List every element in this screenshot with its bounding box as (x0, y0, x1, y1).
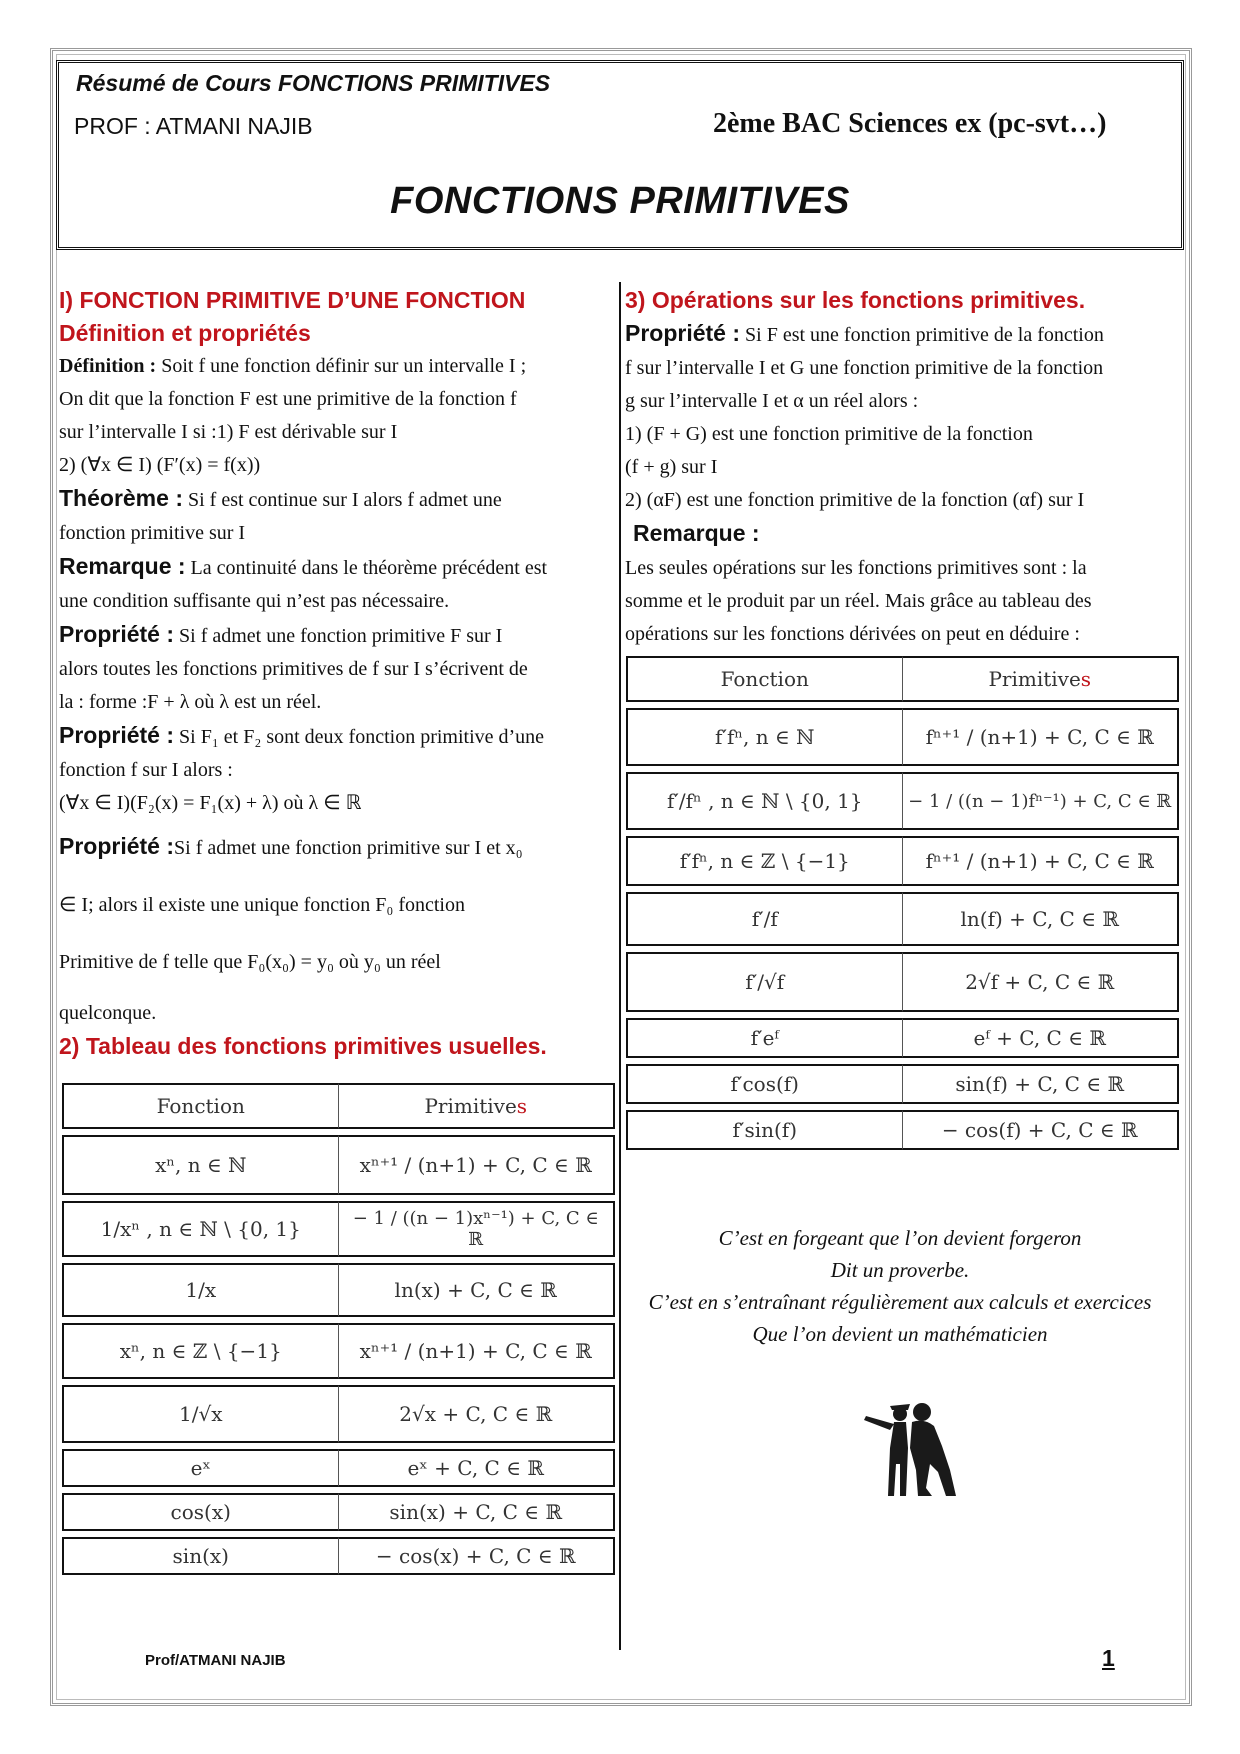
cell-fonction: f′fⁿ, n ∈ ℤ \ {−1} (626, 836, 903, 886)
cell-fonction: f′/√f (626, 952, 903, 1012)
cell-fonction: f′cos(f) (626, 1064, 903, 1104)
property-line: quelconque. (59, 1002, 157, 1024)
cell-fonction: xⁿ, n ∈ ℕ (62, 1135, 339, 1195)
remark-line: Les seules opérations sur les fonctions primitives sont : la (625, 557, 1087, 579)
section-1-subtitle: Définition et propriétés (59, 320, 311, 346)
header-primitive-text: Primitive (988, 667, 1081, 691)
property-1 (59, 618, 617, 719)
prof-name: PROF : ATMANI NAJIB (74, 113, 313, 139)
cell-fonction: cos(x) (62, 1493, 339, 1531)
table-row (62, 1493, 615, 1531)
cell-primitive: ln(x) + C, C ∈ ℝ (339, 1263, 616, 1317)
cell-primitive: eᶠ + C, C ∈ ℝ (903, 1018, 1180, 1058)
theorem-line: fonction primitive sur I (59, 522, 246, 544)
section-2-title: 2) Tableau des fonctions primitives usuelles. (59, 1033, 547, 1059)
definition-line: Soit f une fonction définir sur un intervalle I ; (156, 355, 527, 377)
property-label: Propriété : (625, 320, 741, 346)
table-row (626, 952, 1179, 1012)
footer-author: Prof/ATMANI NAJIB (145, 1652, 286, 1669)
cell-primitive: − cos(f) + C, C ∈ ℝ (903, 1110, 1180, 1150)
cell-fonction: f′sin(f) (626, 1110, 903, 1150)
teacher-child-silhouette-icon (860, 1392, 970, 1502)
left-column (59, 284, 617, 1063)
property-label: Propriété : (59, 621, 175, 647)
cell-primitive: sin(x) + C, C ∈ ℝ (339, 1493, 616, 1531)
table-row (626, 1110, 1179, 1150)
cell-primitive: − cos(x) + C, C ∈ ℝ (339, 1537, 616, 1575)
theorem (59, 482, 617, 550)
header-fonction: Fonction (626, 656, 903, 702)
cell-primitive: − 1 / ((n − 1)xⁿ⁻¹) + C, C ∈ ℝ (339, 1201, 616, 1257)
cell-fonction: 1/√x (62, 1385, 339, 1443)
table-row (62, 1135, 615, 1195)
property-line: Si F est une fonction primitive de la fonction (740, 324, 1104, 346)
definition-line: 2) (∀x ∈ I) (F′(x) = f(x)) (59, 454, 261, 476)
theorem-line: Si f est continue sur I alors f admet une (182, 489, 502, 511)
table-row (62, 1449, 615, 1487)
remark-line: une condition suffisante qui n’est pas nécessaire. (59, 590, 450, 612)
section-3-title: 3) Opérations sur les fonctions primitives. (625, 287, 1086, 313)
remark-line: La continuité dans le théorème précédent est (185, 557, 548, 579)
cell-fonction: sin(x) (62, 1537, 339, 1575)
remark-line: somme et le produit par un réel. Mais grâce au tableau des (625, 590, 1092, 612)
page-number: 1 (1102, 1645, 1115, 1671)
header-primitive-s: s (516, 1094, 528, 1118)
table-row (62, 1537, 615, 1575)
cell-primitive: − 1 / ((n − 1)fⁿ⁻¹) + C, C ∈ ℝ (903, 772, 1180, 830)
table-row (626, 772, 1179, 830)
property-line: fonction f sur I alors : (59, 759, 233, 781)
level-label: 2ème BAC Sciences ex (pc-svt…) (713, 108, 1107, 139)
property-line: 1) (F + G) est une fonction primitive de la fonction (625, 423, 1033, 445)
table-row (626, 708, 1179, 766)
column-divider (619, 282, 621, 1650)
definition-label: Définition : (59, 355, 157, 377)
table-row (62, 1263, 615, 1317)
property-2 (59, 719, 617, 820)
cell-primitive: eˣ + C, C ∈ ℝ (339, 1449, 616, 1487)
primitives-table-usual (62, 1077, 615, 1581)
definition-line: On dit que la fonction F est une primitive de la fonction f (59, 388, 517, 410)
property-line: la : forme :F + λ où λ est un réel. (59, 691, 322, 713)
cell-fonction: f′eᶠ (626, 1018, 903, 1058)
remark-label: Remarque : (633, 520, 760, 546)
right-column (625, 284, 1181, 651)
quote-line: C’est en s’entraînant régulièrement aux calculs et exercices (648, 1290, 1152, 1314)
header-fonction: Fonction (62, 1083, 339, 1129)
cell-primitive: sin(f) + C, C ∈ ℝ (903, 1064, 1180, 1104)
table-header-row (62, 1083, 615, 1129)
definition (59, 350, 617, 482)
header-primitive (339, 1083, 616, 1129)
course-title: Résumé de Cours FONCTIONS PRIMITIVES (76, 70, 551, 96)
remark (59, 550, 617, 618)
table-row (62, 1323, 615, 1379)
cell-primitive: ln(f) + C, C ∈ ℝ (903, 892, 1180, 946)
property-line: f sur l’intervalle I et G une fonction primitive de la fonction (625, 357, 1104, 379)
quote-line: Que l’on devient un mathématicien (752, 1322, 1048, 1346)
table-row (62, 1201, 615, 1257)
property-line: Si f admet une fonction primitive F sur I (174, 625, 503, 647)
cell-fonction: 1/xⁿ , n ∈ ℕ \ {0, 1} (62, 1201, 339, 1257)
header-primitive-text: Primitive (424, 1094, 517, 1118)
property-line: alors toutes les fonctions primitives de f sur I s’écrivent de (59, 658, 528, 680)
cell-primitive: xⁿ⁺¹ / (n+1) + C, C ∈ ℝ (339, 1323, 616, 1379)
definition-line: sur l’intervalle I si :1) F est dérivable sur I (59, 421, 398, 443)
primitives-table-composed (626, 650, 1179, 1156)
remark-line: opérations sur les fonctions dérivées on peut en déduire : (625, 623, 1080, 645)
table-row (626, 1064, 1179, 1104)
table-header-row (626, 656, 1179, 702)
operations-property (625, 317, 1181, 517)
table-row (626, 1018, 1179, 1058)
table-row (62, 1385, 615, 1443)
cell-fonction: f′/f (626, 892, 903, 946)
quote-line: C’est en forgeant que l’on devient forgeron (718, 1226, 1082, 1250)
cell-primitive: fⁿ⁺¹ / (n+1) + C, C ∈ ℝ (903, 836, 1180, 886)
cell-fonction: 1/x (62, 1263, 339, 1317)
header-primitive-s: s (1080, 667, 1092, 691)
property-line: Si F₁ et F₂ sont deux fonction primitive d’une (174, 726, 545, 748)
property-line: Si f admet une fonction primitive sur I et x₀ (174, 837, 523, 859)
property-line: ∈ I; alors il existe une unique fonction F₀ fonction (59, 894, 465, 916)
table-row (626, 892, 1179, 946)
cell-fonction: f′/fⁿ , n ∈ ℕ \ {0, 1} (626, 772, 903, 830)
table-row (626, 836, 1179, 886)
cell-fonction: f′fⁿ, n ∈ ℕ (626, 708, 903, 766)
theorem-label: Théorème : (59, 485, 183, 511)
quote-line: Dit un proverbe. (830, 1258, 970, 1282)
page-title: FONCTIONS PRIMITIVES (390, 180, 850, 222)
header-primitive (903, 656, 1180, 702)
property-label: Propriété : (59, 722, 175, 748)
property-3 (59, 830, 617, 1030)
cell-fonction: eˣ (62, 1449, 339, 1487)
property-line: 2) (αF) est une fonction primitive de la fonction (αf) sur I (625, 489, 1085, 511)
operations-remark (625, 517, 1181, 651)
cell-primitive: xⁿ⁺¹ / (n+1) + C, C ∈ ℝ (339, 1135, 616, 1195)
property-label: Propriété : (59, 833, 175, 859)
property-line: (f + g) sur I (625, 456, 718, 478)
remark-label: Remarque : (59, 553, 186, 579)
cell-primitive: 2√x + C, C ∈ ℝ (339, 1385, 616, 1443)
cell-fonction: xⁿ, n ∈ ℤ \ {−1} (62, 1323, 339, 1379)
proverb-quote (620, 1222, 1180, 1350)
property-line: (∀x ∈ I)(F₂(x) = F₁(x) + λ) où λ ∈ ℝ (59, 792, 362, 814)
property-line: g sur l’intervalle I et α un réel alors : (625, 390, 919, 412)
cell-primitive: 2√f + C, C ∈ ℝ (903, 952, 1180, 1012)
property-line: Primitive de f telle que F₀(x₀) = y₀ où y₀ un réel (59, 951, 441, 973)
section-1-title: I) FONCTION PRIMITIVE D’UNE FONCTION (59, 287, 526, 313)
cell-primitive: fⁿ⁺¹ / (n+1) + C, C ∈ ℝ (903, 708, 1180, 766)
